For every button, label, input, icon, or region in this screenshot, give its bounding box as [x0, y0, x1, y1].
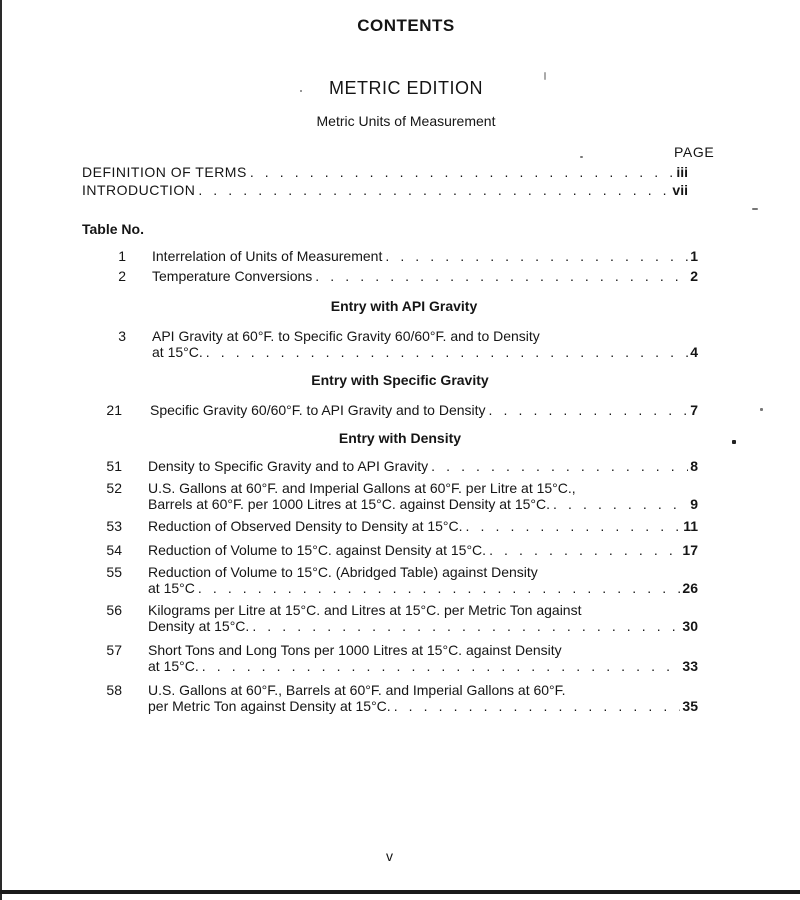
table-number: 53: [106, 518, 122, 534]
entry-label: Reduction of Volume to 15°C. (Abridged Table) against Density: [148, 564, 538, 580]
entry-label-cont: at 15°C.: [148, 658, 199, 674]
table-number: 54: [106, 542, 122, 558]
entry-page: 7: [690, 402, 698, 418]
dot-leader: [315, 268, 688, 284]
dot-leader: [198, 182, 670, 198]
table-number: 57: [106, 642, 122, 658]
table-number: 52: [106, 480, 122, 496]
table-number: 3: [118, 328, 126, 344]
dot-leader: [489, 402, 689, 418]
dot-leader: [385, 248, 688, 264]
dot-leader: [198, 580, 681, 596]
entry-label-cont: at 15°C: [148, 580, 195, 596]
page-left-border: [0, 0, 2, 900]
dot-leader: [252, 618, 680, 634]
entry-label: U.S. Gallons at 60°F. and Imperial Gallons at 60°F. per Litre at 15°C.,: [148, 480, 576, 496]
edition-heading: METRIC EDITION: [329, 78, 483, 98]
table-number: 1: [118, 248, 126, 264]
scan-speck: [752, 208, 758, 210]
dot-leader: [394, 698, 681, 714]
entry-page: 17: [682, 542, 698, 558]
entry-label: Reduction of Observed Density to Density at 15°C.: [148, 518, 463, 534]
entry-page: 11: [683, 518, 698, 534]
dot-leader: [206, 344, 688, 360]
entry-label-cont: Density at 15°C.: [148, 618, 250, 634]
scan-speck: [580, 156, 583, 158]
table-number: 21: [106, 402, 122, 418]
scan-speck: [732, 440, 736, 444]
entry-label: Reduction of Volume to 15°C. against Density at 15°C.: [148, 542, 487, 558]
scan-speck: [760, 408, 763, 411]
scan-speck: [544, 72, 546, 80]
entry-label: INTRODUCTION: [82, 182, 196, 198]
section-heading-api-gravity: Entry with API Gravity: [330, 298, 478, 314]
table-number: 2: [118, 268, 126, 284]
entry-page: 26: [682, 580, 698, 596]
entry-label: API Gravity at 60°F. to Specific Gravity 60/60°F. and to Density: [152, 328, 540, 344]
entry-page: 4: [690, 344, 698, 360]
entry-page: 2: [690, 268, 698, 284]
dot-leader: [250, 164, 675, 180]
entry-page: 33: [682, 658, 698, 674]
footer-page-number: v: [386, 848, 393, 864]
table-number: 51: [106, 458, 122, 474]
page-column-header: PAGE: [674, 144, 715, 160]
dot-leader: [553, 496, 688, 512]
entry-label-cont: per Metric Ton against Density at 15°C.: [148, 698, 391, 714]
entry-page: 1: [690, 248, 698, 264]
entry-label: Density to Specific Gravity and to API Gravity: [148, 458, 429, 474]
entry-page: 30: [682, 618, 698, 634]
entry-label-cont: Barrels at 60°F. per 1000 Litres at 15°C. against Density at 15°C.: [148, 496, 551, 512]
entry-page: iii: [676, 164, 688, 180]
table-number: 56: [106, 602, 122, 618]
entry-label: Interrelation of Units of Measurement: [152, 248, 383, 264]
bottom-rule: [0, 890, 800, 894]
table-number: 55: [106, 564, 122, 580]
section-heading-density: Entry with Density: [338, 430, 462, 446]
entry-label: DEFINITION OF TERMS: [82, 164, 247, 180]
section-heading-specific-gravity: Entry with Specific Gravity: [311, 372, 489, 388]
entry-page: 35: [682, 698, 698, 714]
entry-label: Temperature Conversions: [152, 268, 313, 284]
dot-leader: [466, 518, 682, 534]
edition-subtitle: Metric Units of Measurement: [316, 113, 496, 129]
contents-title: CONTENTS: [357, 16, 455, 35]
table-no-heading: Table No.: [82, 221, 144, 237]
table-number: 58: [106, 682, 122, 698]
entry-page: 8: [690, 458, 698, 474]
entry-label: U.S. Gallons at 60°F., Barrels at 60°F. and Imperial Gallons at 60°F.: [148, 682, 566, 698]
toc-entry-introduction[interactable]: [82, 182, 688, 198]
entry-label: Short Tons and Long Tons per 1000 Litres at 15°C. against Density: [148, 642, 562, 658]
entry-label-cont: at 15°C.: [152, 344, 203, 360]
toc-entry-definitions[interactable]: [82, 164, 688, 180]
entry-label: Kilograms per Litre at 15°C. and Litres at 15°C. per Metric Ton against: [148, 602, 582, 618]
dot-leader: [431, 458, 688, 474]
entry-page: 9: [690, 496, 698, 512]
dot-leader: [202, 658, 681, 674]
entry-label: Specific Gravity 60/60°F. to API Gravity and to Density: [150, 402, 486, 418]
scan-speck: [300, 90, 302, 92]
dot-leader: [489, 542, 680, 558]
entry-page: vii: [672, 182, 688, 198]
